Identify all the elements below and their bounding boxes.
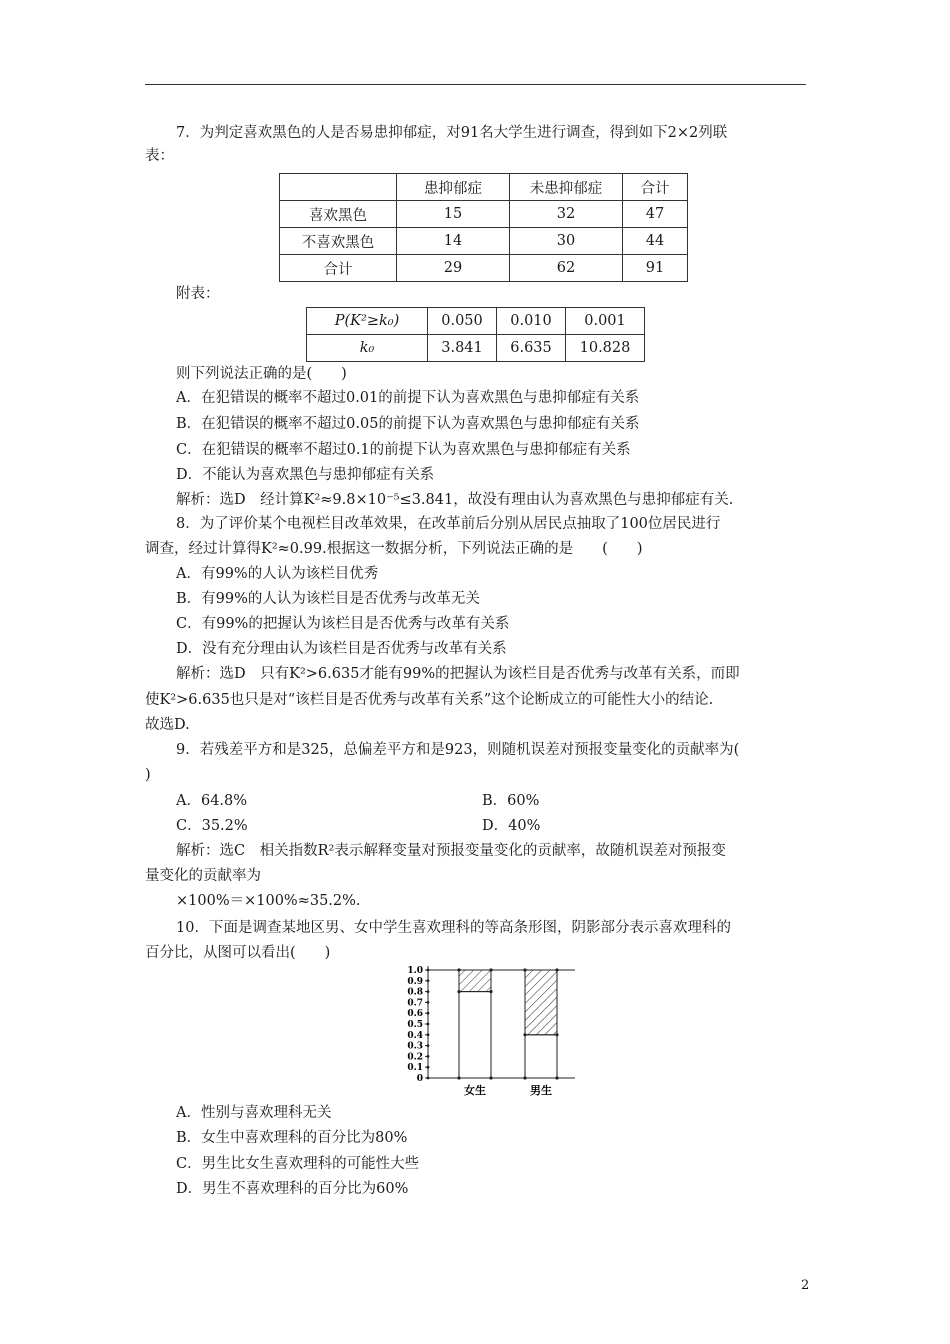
y-tick-dot	[427, 1033, 430, 1036]
q8-analysis-line3: 故选D.	[145, 717, 190, 733]
q8-option-a: A．有99%的人认为该栏目优秀	[176, 566, 379, 582]
y-tick-label: 0.6	[407, 1009, 423, 1020]
page-number: 2	[801, 1278, 810, 1293]
table-cell: 47	[623, 201, 688, 228]
appendix-k-label: k₀	[307, 335, 428, 362]
y-tick-label: 1.0	[407, 966, 423, 976]
bar-corner-dot	[555, 1076, 558, 1079]
table-cell: 10.828	[566, 335, 645, 362]
table-header-row	[280, 174, 688, 201]
q8-stem-line2: 调查，经过计算得K²≈0.99.根据这一数据分析，下列说法正确的是 ( )	[145, 541, 643, 557]
q8-analysis-line2: 使K²>6.635也只是对“该栏目是否优秀与改革有关系”这个论断成立的可能性大小的结论.	[145, 692, 714, 708]
q9-analysis-line1: 解析：选C 相关指数R²表示解释变量对预报变量变化的贡献率，故随机误差对预报变	[176, 843, 726, 859]
q7-question: 则下列说法正确的是( )	[176, 366, 347, 382]
appendix-table	[306, 307, 645, 362]
table-row	[307, 335, 645, 362]
table-cell: 32	[510, 201, 623, 228]
contingency-table	[279, 173, 688, 282]
q7-analysis: 解析：选D 经计算K²≈9.8×10⁻⁵≤3.841，故没有理由认为喜欢黑色与患抑郁症有关.	[176, 492, 734, 508]
header-rule	[145, 84, 806, 85]
bar-segment-hatched	[459, 970, 491, 992]
table-cell: 91	[623, 255, 688, 282]
table-row	[307, 308, 645, 335]
q10-stem-line2: 百分比，从图可以看出( )	[145, 945, 331, 961]
q8-option-d: D．没有充分理由认为该栏目是否优秀与改革有关系	[176, 641, 507, 657]
table-cell: 30	[510, 228, 623, 255]
y-tick-label: 0.5	[407, 1020, 423, 1030]
q9-stem-line2: )	[145, 767, 151, 783]
y-tick-dot	[427, 990, 430, 993]
y-tick-label: 0.1	[407, 1063, 423, 1074]
y-tick-dot	[427, 1012, 430, 1015]
q9-analysis-line2: 量变化的贡献率为	[145, 868, 261, 884]
y-tick-dot	[427, 1077, 430, 1080]
bar-segment-plain	[459, 992, 491, 1078]
q7-option-a: A．在犯错误的概率不超过0.01的前提下认为喜欢黑色与患抑郁症有关系	[176, 390, 640, 406]
table-cell: 29	[397, 255, 510, 282]
stacked-bar-chart	[405, 962, 585, 1102]
table-cell: 44	[623, 228, 688, 255]
q10-option-c: C．男生比女生喜欢理科的可能性大些	[176, 1156, 420, 1172]
q10-option-d: D．男生不喜欢理科的百分比为60%	[176, 1181, 409, 1197]
q10-option-b: B．女生中喜欢理科的百分比为80%	[176, 1130, 408, 1146]
table-cell: 不喜欢黑色	[280, 228, 397, 255]
bar-corner-dot	[523, 1076, 526, 1079]
q7-stem-line1: 7．为判定喜欢黑色的人是否易患抑郁症，对91名大学生进行调查，得到如下2×2列联	[176, 125, 728, 141]
y-tick-label: 0.9	[407, 976, 423, 987]
bar-corner-dot	[489, 990, 492, 993]
table-cell: 合计	[280, 255, 397, 282]
bar-corner-dot	[457, 990, 460, 993]
q9-analysis-line3: ×100%＝×100%≈35.2%.	[176, 893, 361, 909]
y-tick-dot	[427, 1055, 430, 1058]
table-cell: 0.001	[566, 308, 645, 335]
y-tick-label: 0.2	[407, 1052, 423, 1063]
q9-option-a: A．64.8%	[176, 793, 248, 809]
q9-option-c: C．35.2%	[176, 818, 248, 834]
y-tick-label: 0.3	[407, 1041, 423, 1052]
category-label: 女生	[464, 1084, 486, 1097]
table-header-cell	[280, 174, 397, 201]
y-tick-label: 0.8	[407, 987, 423, 998]
q9-option-d: D．40%	[482, 818, 541, 834]
y-tick-label: 0.4	[407, 1030, 423, 1041]
y-tick-dot	[427, 1044, 430, 1047]
q8-analysis-line1: 解析：选D 只有K²>6.635才能有99%的把握认为该栏目是否优秀与改革有关系，而即	[176, 666, 740, 682]
bar-corner-dot	[457, 968, 460, 971]
bar-corner-dot	[523, 1033, 526, 1036]
bar-segment-plain	[525, 1035, 557, 1078]
appendix-p-label: P(K²≥k₀)	[307, 308, 428, 335]
table-header-cell: 合计	[623, 174, 688, 201]
bar-corner-dot	[555, 968, 558, 971]
y-tick-dot	[427, 969, 430, 972]
y-tick-label: 0.7	[407, 998, 423, 1009]
q7-stem-line2: 表：	[145, 148, 174, 164]
table-cell: 6.635	[497, 335, 566, 362]
bar-corner-dot	[457, 1076, 460, 1079]
table-header-cell: 未患抑郁症	[510, 174, 623, 201]
q8-stem-line1: 8．为了评价某个电视栏目改革效果，在改革前后分别从居民点抽取了100位居民进行	[176, 516, 721, 532]
y-tick-dot	[427, 979, 430, 982]
table-cell: 14	[397, 228, 510, 255]
table-row	[280, 255, 688, 282]
bar-corner-dot	[489, 968, 492, 971]
bar-corner-dot	[555, 1033, 558, 1036]
q9-stem-line1: 9．若残差平方和是325，总偏差平方和是923，则随机误差对预报变量变化的贡献率为(	[176, 742, 740, 758]
q8-option-b: B．有99%的人认为该栏目是否优秀与改革无关	[176, 591, 480, 607]
table-cell: 0.050	[428, 308, 497, 335]
table-cell: 0.010	[497, 308, 566, 335]
appendix-label: 附表：	[176, 286, 220, 302]
bar-corner-dot	[523, 968, 526, 971]
q10-stem-line1: 10．下面是调查某地区男、女中学生喜欢理科的等高条形图，阴影部分表示喜欢理科的	[176, 920, 731, 936]
table-header-cell: 患抑郁症	[397, 174, 510, 201]
y-tick-dot	[427, 1023, 430, 1026]
bar-segment-hatched	[525, 970, 557, 1035]
q7-option-c: C．在犯错误的概率不超过0.1的前提下认为喜欢黑色与患抑郁症有关系	[176, 442, 631, 458]
category-label: 男生	[530, 1084, 552, 1097]
y-tick-label: 0	[416, 1074, 423, 1084]
q9-option-b: B．60%	[482, 793, 540, 809]
q8-option-c: C．有99%的把握认为该栏目是否优秀与改革有关系	[176, 616, 510, 632]
table-cell: 62	[510, 255, 623, 282]
table-row	[280, 228, 688, 255]
table-cell: 喜欢黑色	[280, 201, 397, 228]
y-tick-dot	[427, 1066, 430, 1069]
bar-corner-dot	[489, 1076, 492, 1079]
table-cell: 3.841	[428, 335, 497, 362]
q7-option-d: D．不能认为喜欢黑色与患抑郁症有关系	[176, 467, 435, 483]
table-cell: 15	[397, 201, 510, 228]
y-tick-dot	[427, 1001, 430, 1004]
table-row	[280, 201, 688, 228]
q7-option-b: B．在犯错误的概率不超过0.05的前提下认为喜欢黑色与患抑郁症有关系	[176, 416, 640, 432]
q10-option-a: A．性别与喜欢理科无关	[176, 1105, 332, 1121]
